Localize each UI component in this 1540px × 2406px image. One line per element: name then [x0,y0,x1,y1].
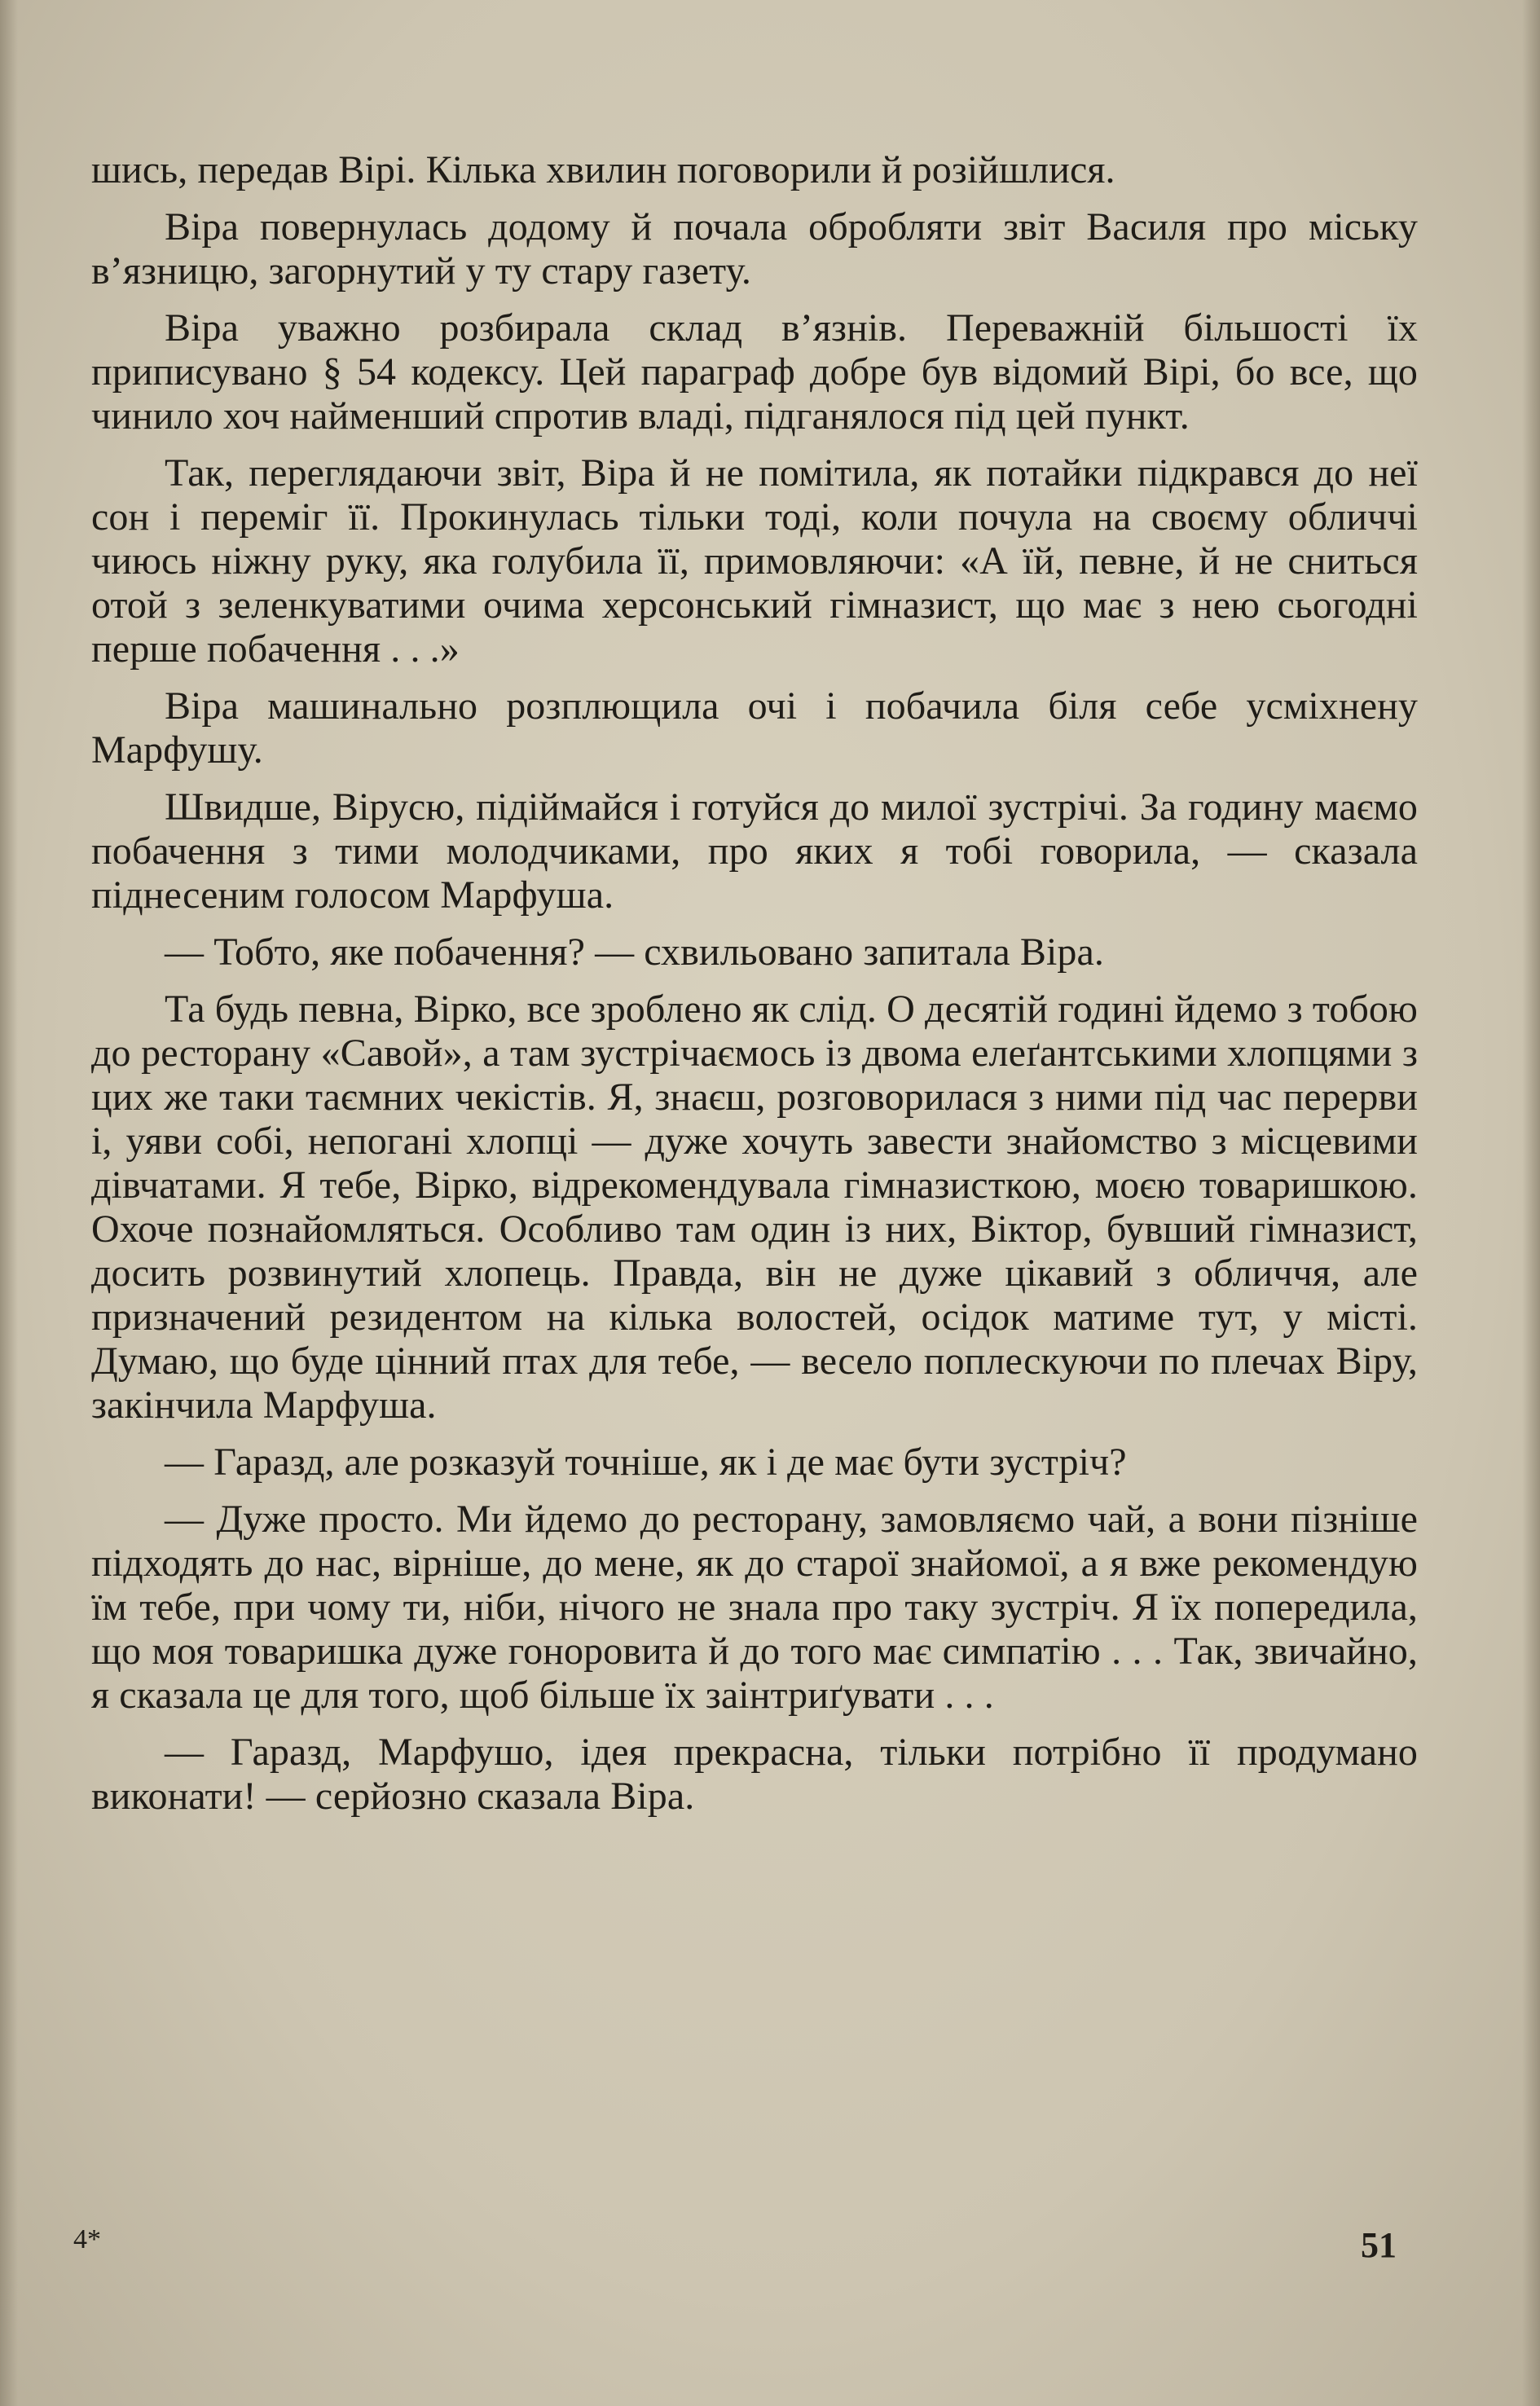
paragraph: Так, переглядаючи звіт, Віра й не помітила, як потайки підкрався до неї сон і переміг її. Прокинулась тільки тоді, коли почула на своєму обличчі чиюсь ніжну руку, яка голубила її, примовляючи: «А їй, певне, й не сниться отой з зеленкуватими очима херсонський гімназист, що має з нею сьогодні перше побачення . . .» [91,451,1418,671]
paragraph: — Дуже просто. Ми йдемо до ресторану, замовляємо чай, а вони пізніше підходять до нас, вірніше, до мене, як до старої знайомої, а я вже рекомендую їм тебе, при чому ти, ніби, нічого не знала про таку зустріч. Я їх попередила, що моя товаришка дуже гоноровита й до того має симпатію . . . Так, звичайно, я сказала це для того, щоб більше їх заінтриґувати . . . [91,1498,1418,1717]
paragraph: Швидше, Вірусю, підіймайся і готуйся до милої зустрічі. За годину маємо побачення з тими молодчиками, про яких я тобі говорила, — сказала піднесеним голосом Марфуша. [91,785,1418,917]
page-footer [73,2224,1397,2273]
paragraph: — Гаразд, але розказуй точніше, як і де має бути зустріч? [165,1441,1127,1484]
paragraph: Віра машинально розплющила очі і побачила біля себе усміхнену Марфушу. [91,684,1418,772]
paragraph: Віра повернулась додому й почала обробляти звіт Василя про міську в’язницю, загорнутий у ту стару газету. [91,205,1418,293]
page-number: 51 [1361,2225,1397,2265]
paragraph: Та будь певна, Вірко, все зроблено як слід. О десятій годині йдемо з тобою до ресторану «Савой», а там зустрічаємось із двома елеґантськими хлопцями з цих же таки таємних чекістів. Я, знаєш, розговорилася з ними під час перерви і, уяви собі, непогані хлопці — дуже хочуть завести знайомство з місцевими дівчатами. Я тебе, Вірко, відрекомендувала гімназисткою, моєю товаришкою. Охоче познайомляться. Особливо там один із них, Віктор, бувший гімназист, досить розвинутий хлопець. Правда, він не дуже цікавий з обличчя, але призначений резидентом на кілька волостей, осідок матиме тут, у місті. Думаю, що буде цінний птах для тебе, — весело поплескуючи по плечах Віру, закінчила Марфуша. [91,987,1418,1427]
paragraph: Віра уважно розбирала склад в’язнів. Переважній більшості їх приписувано § 54 кодексу. Цей параграф добре був відомий Вірі, бо все, що чинило хоч найменший спротив владі, підганялося під цей пункт. [91,306,1418,438]
paragraph: — Тобто, яке побачення? — схвильовано запитала Віра. [165,930,1104,974]
page-edge-shadow-right [1522,0,1540,2406]
signature-mark: 4* [73,2224,101,2254]
paragraph: шись, передав Вірі. Кілька хвилин поговорили й розійшлися. [91,148,1115,191]
paragraph: — Гаразд, Марфушо, ідея прекрасна, тільки потрібно її продумано виконати! — серйозно сказала Віра. [91,1731,1418,1818]
page-edge-shadow-left [0,0,18,2406]
body-text [91,148,1418,1819]
